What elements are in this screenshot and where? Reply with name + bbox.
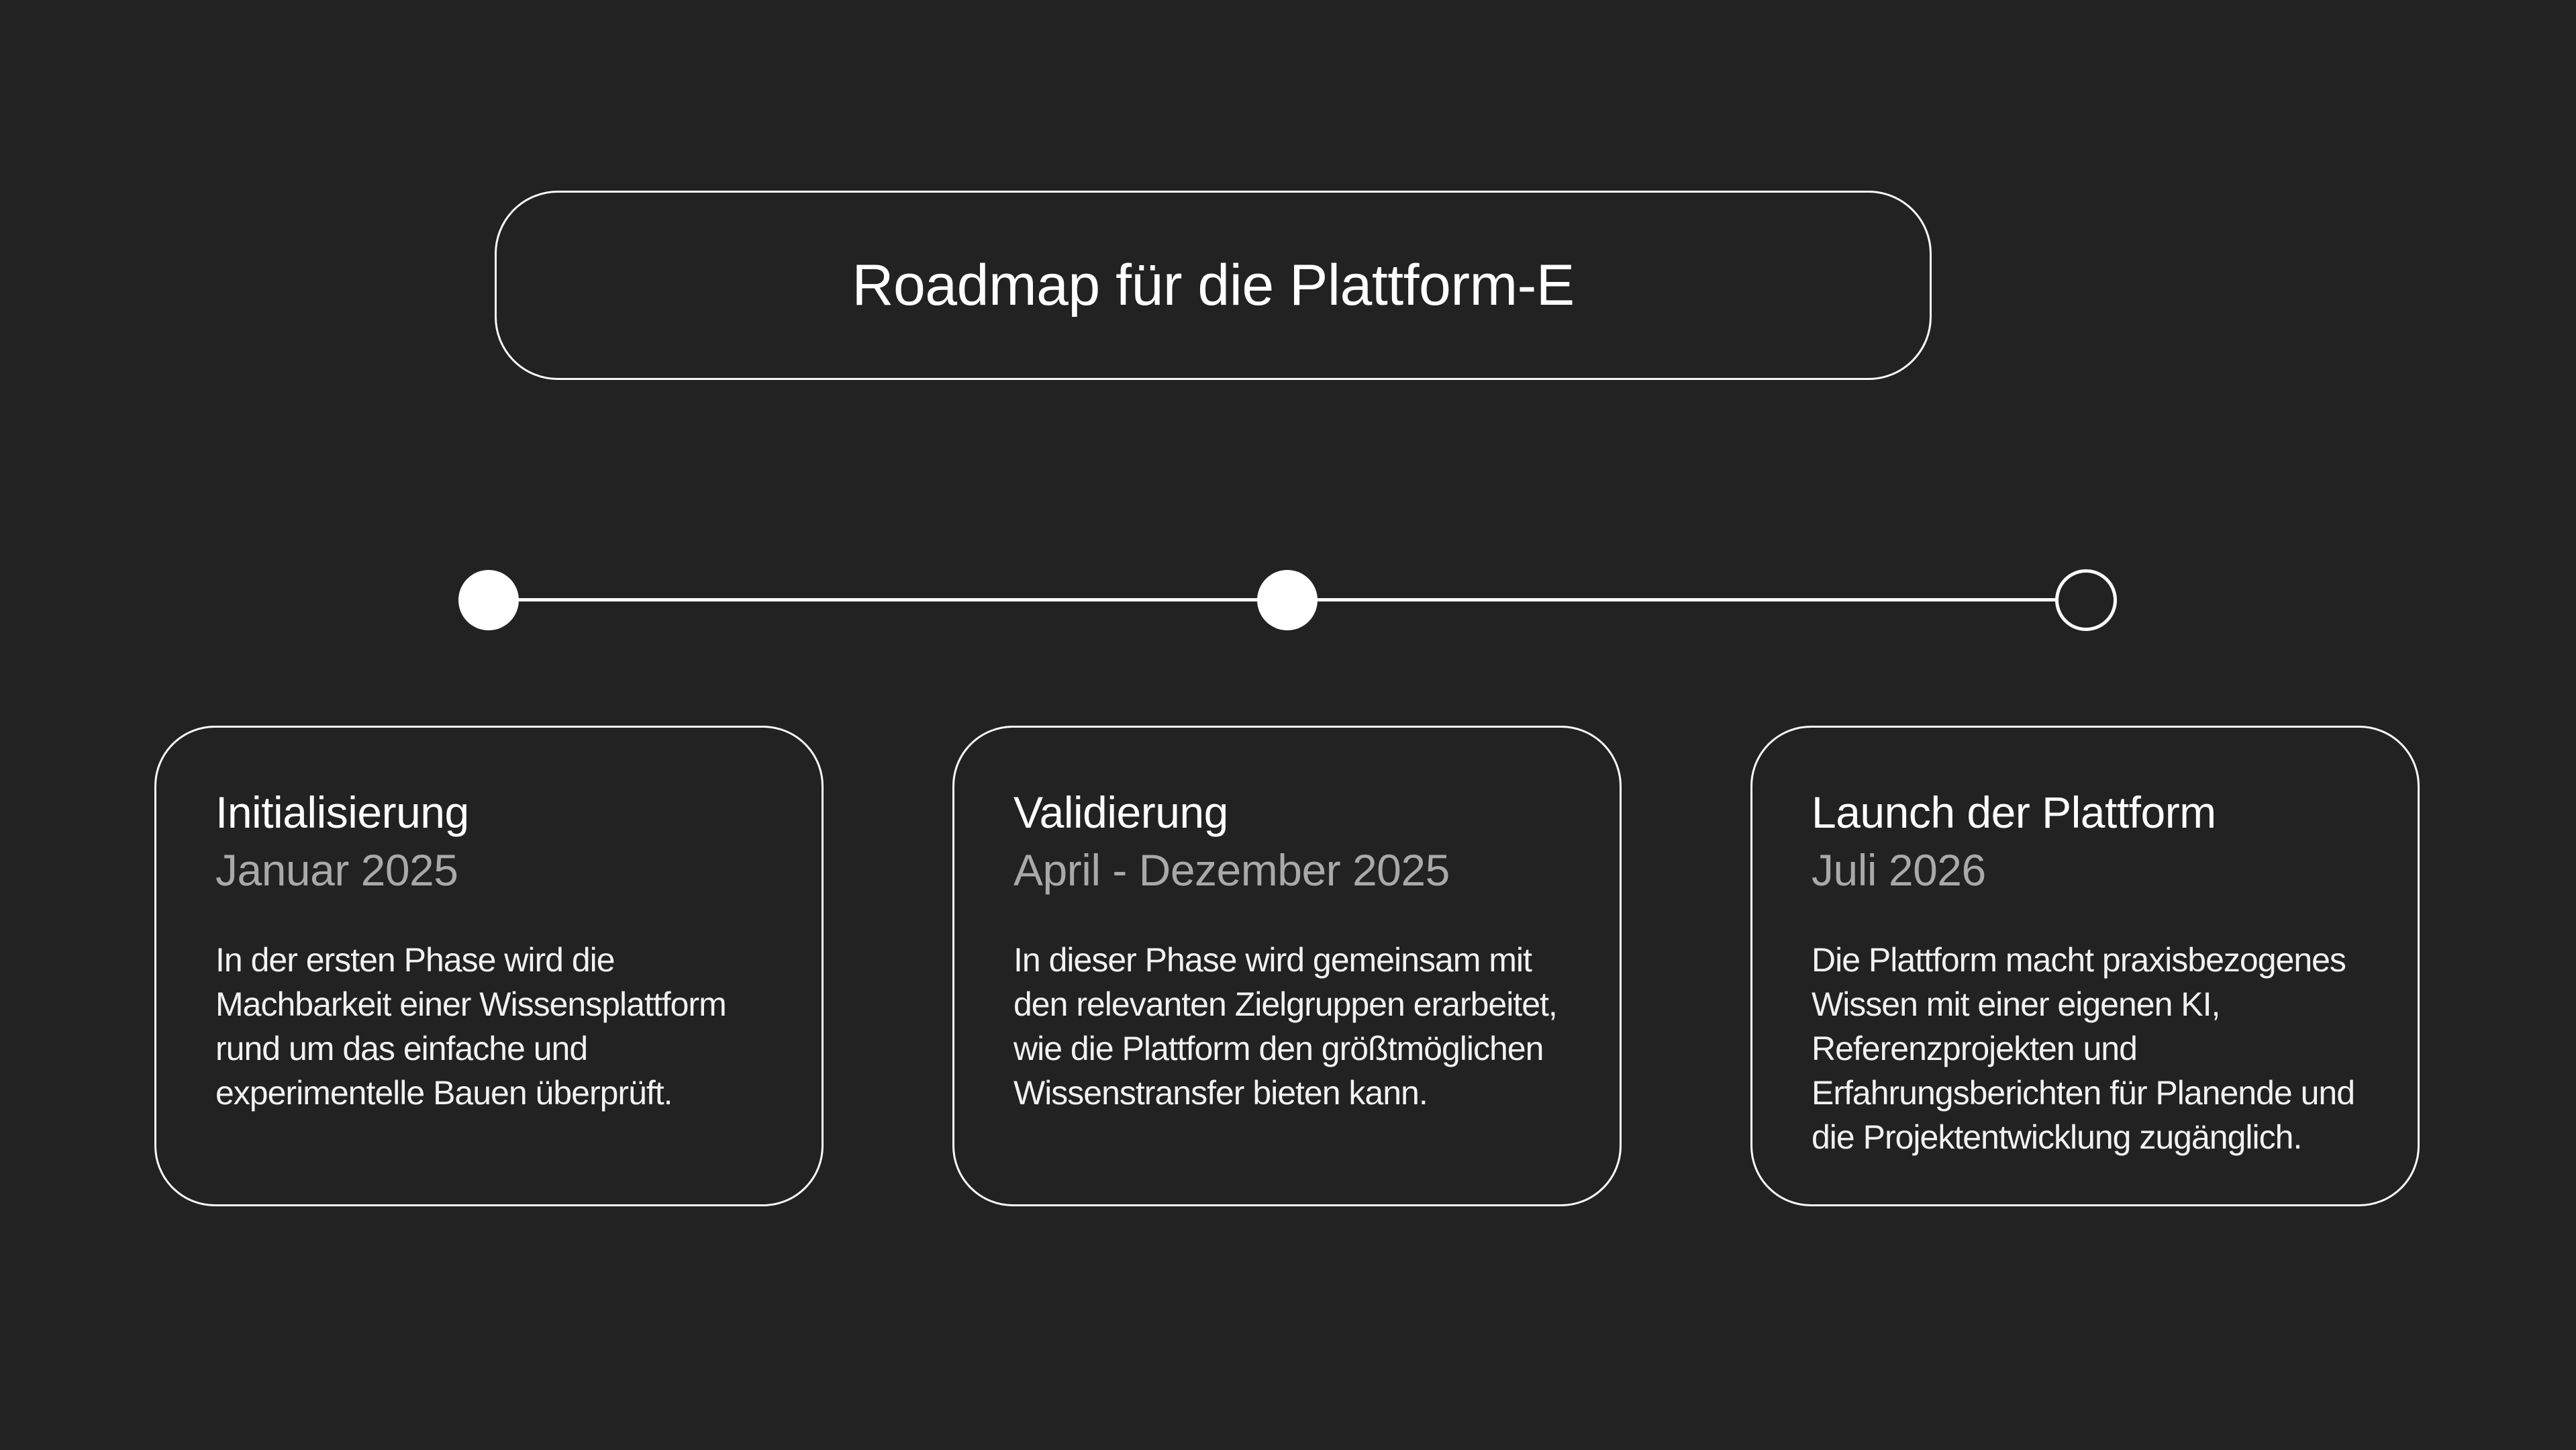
description-line: In der ersten Phase wird die: [215, 941, 615, 979]
roadmap-title: Roadmap für die Plattform-E: [852, 252, 1575, 318]
phase-card-title: Validierung: [1013, 787, 1228, 837]
timeline-dot-validierung: [1257, 570, 1318, 630]
description-line: Wissenstransfer bieten kann.: [1013, 1074, 1428, 1112]
phase-card-description: [1812, 938, 2359, 1159]
description-line: die Projektentwicklung zugänglich.: [1812, 1118, 2302, 1156]
phase-card-title: Launch der Plattform: [1812, 787, 2216, 837]
phase-card-description: [215, 938, 762, 1115]
phase-card-validierung: [952, 726, 1622, 1206]
phase-card-launch: [1750, 726, 2420, 1206]
description-line: Referenzprojekten und: [1812, 1030, 2137, 1067]
phase-card-description: [1013, 938, 1561, 1115]
phase-card-date: Januar 2025: [215, 845, 458, 895]
phase-card-title: Initialisierung: [215, 787, 469, 837]
description-line: Die Plattform macht praxisbezogenes: [1812, 941, 2346, 979]
timeline-dot-launch: [2055, 569, 2117, 631]
description-line: rund um das einfache und: [215, 1030, 588, 1067]
timeline-dot-initialisierung: [458, 570, 519, 630]
phase-card-date: April - Dezember 2025: [1013, 845, 1450, 895]
description-line: Erfahrungsberichten für Planende und: [1812, 1074, 2355, 1112]
description-line: den relevanten Zielgruppen erarbeitet,: [1013, 985, 1557, 1023]
description-line: Machbarkeit einer Wissensplattform: [215, 985, 726, 1023]
roadmap-title-pill: [495, 191, 1932, 380]
description-line: experimentelle Bauen überprüft.: [215, 1074, 673, 1112]
description-line: wie die Plattform den größtmöglichen: [1013, 1030, 1544, 1067]
description-line: In dieser Phase wird gemeinsam mit: [1013, 941, 1532, 979]
phase-card-initialisierung: [154, 726, 824, 1206]
description-line: Wissen mit einer eigenen KI,: [1812, 985, 2220, 1023]
phase-card-date: Juli 2026: [1812, 845, 1986, 895]
